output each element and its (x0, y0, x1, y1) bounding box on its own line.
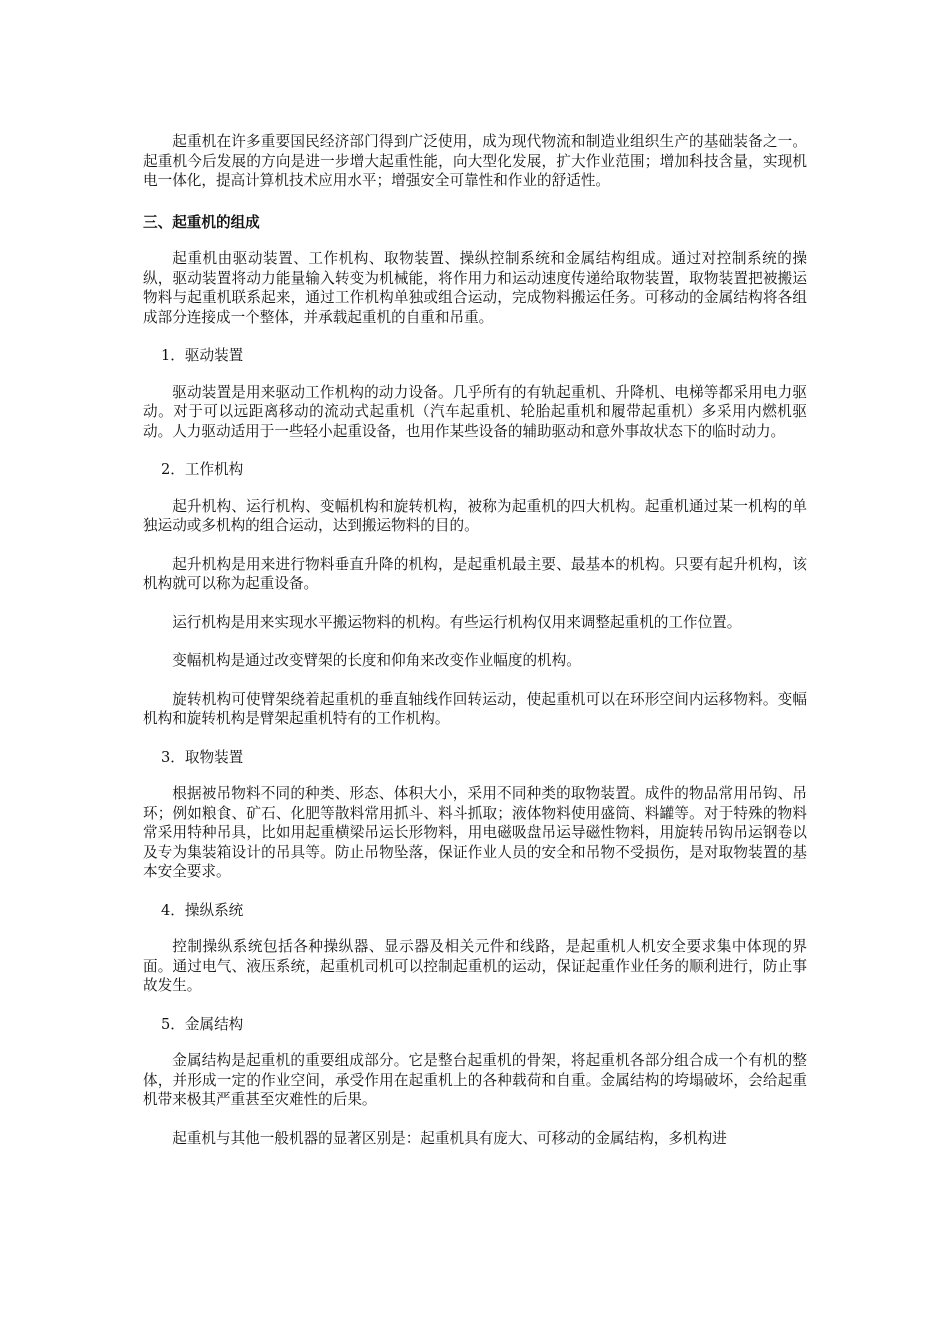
subsection-title-mechanism: 2．工作机构 (161, 461, 244, 478)
section-heading: 三、起重机的组成 (143, 213, 260, 231)
subsection-title-control: 4．操纵系统 (161, 901, 244, 919)
subsection-title-structure: 5．金属结构 (161, 1015, 244, 1033)
mechanism-paragraph-4: 变幅机构是通过改变臂架的长度和仰角来改变作业幅度的机构。 (172, 652, 581, 669)
subsection-title-lifting: 3．取物装置 (161, 748, 244, 766)
drive-paragraph: 驱动装置是用来驱动工作机构的动力设备。几乎所有的有轨起重机、升降机、电梯等都采用电力驱动。对于可以远距离移动的流动式起重机（汽车起重机、轮胎起重机和履带起重机）多采用内燃机驱动。人力驱动适用于一些轻小起重设备，也用作某些设备的辅助驱动和意外事故状态下的临时动力。 (143, 383, 807, 440)
subsection-title-drive: 1．驱动装置 (161, 347, 244, 364)
closing-paragraph: 起重机与其他一般机器的显著区别是：起重机具有庞大、可移动的金属结构，多机构进 (172, 1129, 727, 1147)
composition-paragraph: 起重机由驱动装置、工作机构、取物装置、操纵控制系统和金属结构组成。通过对控制系统的操纵，驱动装置将动力能量输入转变为机械能，将作用力和运动速度传递给取物装置，取物装置把被搬运物料与起重机联系起来，通过工作机构单独或组合运动，完成物料搬运任务。可移动的金属结构将各组成部分连接成一个整体，并承载起重机的自重和吊重。 (143, 250, 807, 326)
document-page (143, 132, 807, 1167)
structure-paragraph: 金属结构是起重机的重要组成部分。它是整台起重机的骨架，将起重机各部分组合成一个有机的整体，并形成一定的作业空间，承受作用在起重机上的各种载荷和自重。金属结构的垮塌破坏，会给起重机带来极其严重甚至灾难性的后果。 (143, 1052, 807, 1108)
mechanism-paragraph-2: 起升机构是用来进行物料垂直升降的机构，是起重机最主要、最基本的机构。只要有起升机构，该机构就可以称为起重设备。 (143, 555, 807, 592)
control-paragraph: 控制操纵系统包括各种操纵器、显示器及相关元件和线路，是起重机人机安全要求集中体现的界面。通过电气、液压系统，起重机司机可以控制起重机的运动，保证起重作业任务的顺利进行，防止事故发生。 (143, 938, 807, 994)
mechanism-paragraph-3: 运行机构是用来实现水平搬运物料的机构。有些运行机构仅用来调整起重机的工作位置。 (172, 613, 742, 631)
intro-paragraph: 起重机在许多重要国民经济部门得到广泛使用，成为现代物流和制造业组织生产的基础装备之一。起重机今后发展的方向是进一步增大起重性能，向大型化发展，扩大作业范围；增加科技含量，实现机电一体化，提高计算机技术应用水平；增强安全可靠性和作业的舒适性。 (143, 133, 807, 189)
mechanism-paragraph-1: 起升机构、运行机构、变幅机构和旋转机构，被称为起重机的四大机构。起重机通过某一机构的单独运动或多机构的组合运动，达到搬运物料的目的。 (143, 497, 807, 534)
mechanism-paragraph-5: 旋转机构可使臂架绕着起重机的垂直轴线作回转运动，使起重机可以在环形空间内运移物料。变幅机构和旋转机构是臂架起重机特有的工作机构。 (143, 690, 807, 727)
lifting-paragraph: 根据被吊物料不同的种类、形态、体积大小，采用不同种类的取物装置。成件的物品常用吊钩、吊环；例如粮食、矿石、化肥等散料常用抓斗、料斗抓取；液体物料使用盛筒、料罐等。对于特殊的物料常采用特种吊具，比如用起重横梁吊运长形物料，用电磁吸盘吊运导磁性物料，用旋转吊钩吊运钢卷以及专为集装箱设计的吊具等。防止吊物坠落，保证作业人员的安全和吊物不受损伤，是对取物装置的基本安全要求。 (143, 785, 807, 880)
